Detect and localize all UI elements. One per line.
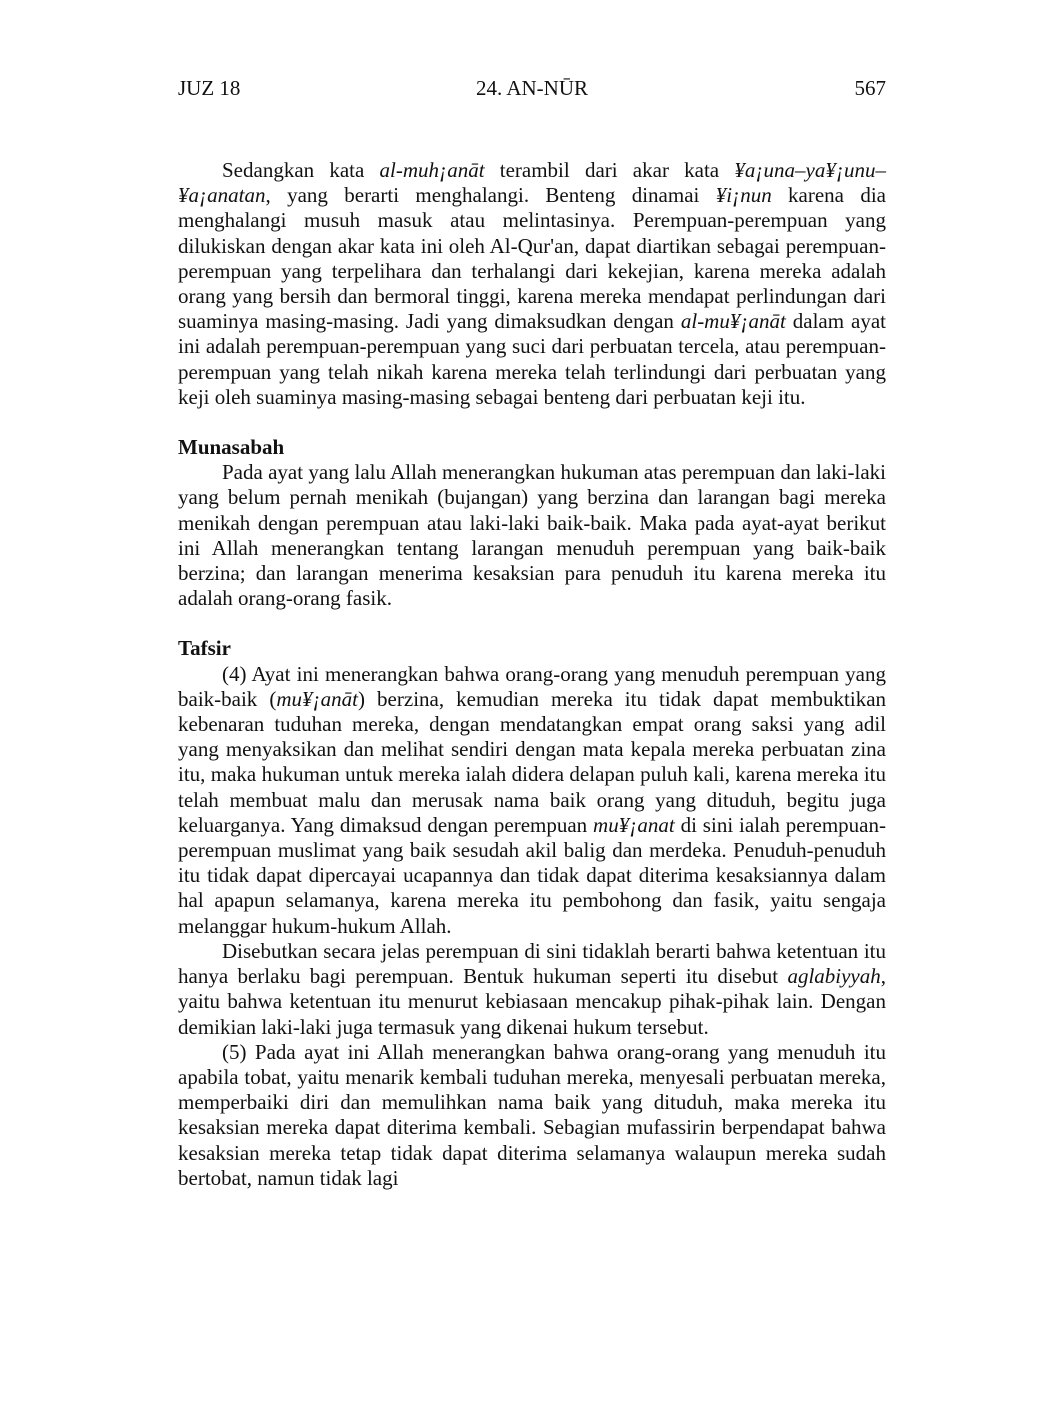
- text-run: di sini ialah perempuan-perempuan muslimat yang baik sesudah akil balig dan merdeka. Penuduh-penuduh itu tidak dapat dipercayai ucapannya dan tidak dapat diterima kesaksiannya dalam hal apapun selamanya, karena mereka itu pembohong dan fasik, yaitu sengaja melanggar hukum-hukum Allah.: [178, 812, 886, 938]
- term-italic: ¥a¡una–ya¥¡unu–¥a¡anatan: [178, 158, 886, 208]
- juz-label: JUZ 18: [178, 76, 241, 100]
- term-italic: mu¥¡anāt: [276, 686, 359, 711]
- spacer: [178, 611, 886, 636]
- term-italic: aglabiyyah: [787, 964, 881, 989]
- text-run: Disebutkan secara jelas perempuan di sini tidaklah berarti bahwa ketentuan itu hanya berlaku bagi perempuan. Bentuk hukuman seperti itu disebut: [178, 938, 886, 989]
- paragraph-disebutkan: [178, 939, 886, 1040]
- paragraph-muhsanat: [178, 158, 886, 410]
- text-run: dalam ayat ini adalah perempuan-perempuan yang suci dari perbuatan tercela, atau perempuan-perempuan yang telah nikah karena mereka telah terlindungi dari perbuatan yang keji oleh suaminya masing-masing sebagai benteng dari perbuatan keji itu.: [178, 309, 886, 409]
- spacer: [178, 410, 886, 435]
- heading-tafsir: Tafsir: [178, 636, 231, 661]
- paragraph-munasabah: Pada ayat yang lalu Allah menerangkan hukuman atas perempuan dan laki-laki yang belum pernah menikah (bujangan) yang berzina dan larangan bagi mereka menikah dengan perempuan atau laki-laki baik-baik. Maka pada ayat-ayat berikut ini Allah menerangkan tentang larangan menuduh perempuan yang baik-baik berzina; dan larangan menerima kesaksian para penuduh itu karena mereka itu adalah orang-orang fasik.: [178, 460, 886, 611]
- text-run: (4) Ayat ini menerangkan bahwa orang-orang yang menuduh perempuan yang baik-baik (: [178, 661, 886, 711]
- paragraph-ayat-4: [178, 662, 886, 939]
- term-italic: mu¥¡anat: [593, 812, 675, 837]
- text-run: Sedangkan kata: [222, 158, 380, 182]
- text-run: , yaitu bahwa ketentuan itu menurut kebiasaan mencakup pihak-pihak lain. Dengan demikian laki-laki juga termasuk yang dikenai hukum tersebut.: [178, 964, 886, 1039]
- text-run: ) berzina, kemudian mereka itu tidak dapat membuktikan kebenaran tuduhan mereka, dengan mendatangkan empat orang saksi yang adil yang menyaksikan dan melihat sendiri dengan mata kepala mereka perbuatan zina itu, maka hukuman untuk mereka ialah didera delapan puluh kali, karena mereka itu telah membuat malu dan merusak nama baik orang yang dituduh, begitu juga keluarganya. Yang dimaksud dengan perempuan: [178, 686, 887, 837]
- term-italic: ¥i¡nun: [715, 183, 772, 208]
- term-italic: al-muh¡anāt: [379, 158, 485, 182]
- term-italic: al-mu¥¡anāt: [680, 309, 786, 334]
- page-body: [178, 158, 886, 1191]
- heading-munasabah: Munasabah: [178, 435, 285, 460]
- page-number: 567: [854, 76, 886, 100]
- text-run: karena dia menghalangi musuh masuk atau melintasinya. Perempuan-perempuan yang dilukiskan dengan akar kata ini oleh Al-Qur'an, dapat diartikan sebagai perempuan-perempuan yang terpelihara dan terhalangi dari kekejian, karena mereka adalah orang yang bersih dan bermoral tinggi, karena mereka mendapat perlindungan dari suaminya masing-masing. Jadi yang dimaksudkan dengan: [178, 183, 886, 334]
- paragraph-ayat-5: (5) Pada ayat ini Allah menerangkan bahwa orang-orang yang menuduh itu apabila tobat, yaitu menarik kembali tuduhan mereka, menyesali perbuatan mereka, memperbaiki diri dan memulihkan nama baik yang dituduh, maka mereka itu kesaksian mereka dapat diterima kembali. Sebagian mufassirin berpendapat bahwa kesaksian mereka tetap tidak dapat diterima selamanya walaupun mereka sudah bertobat, namun tidak lagi: [178, 1039, 886, 1190]
- text-run: , yang berarti menghalangi. Benteng dinamai: [265, 183, 716, 208]
- text-run: terambil dari akar kata: [484, 158, 735, 182]
- surah-title: 24. AN-NŪR: [475, 76, 588, 100]
- page-header: [178, 76, 886, 104]
